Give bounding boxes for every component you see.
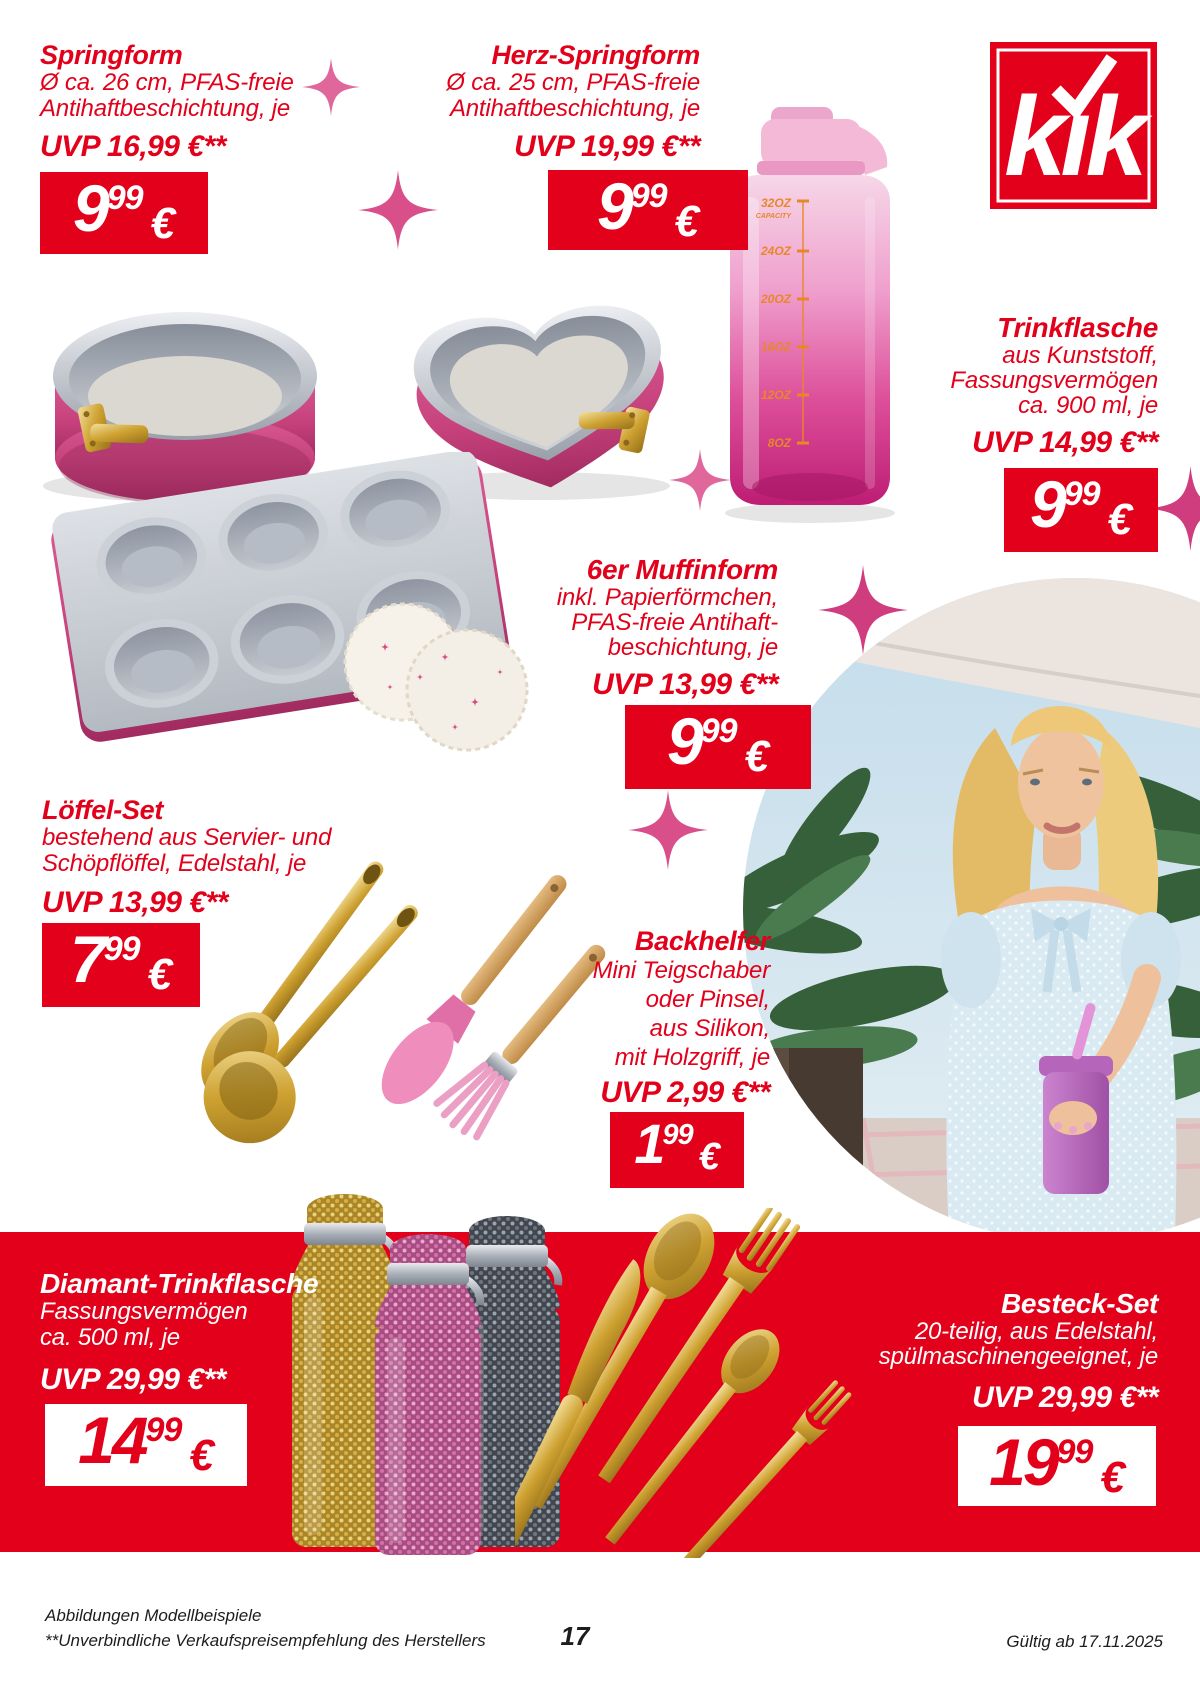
page-number: 17 bbox=[560, 1621, 590, 1651]
price-tag-springform: 9 99 € bbox=[40, 172, 208, 254]
pink-bottle bbox=[375, 1234, 481, 1555]
price-tag-diamant-trinkflasche: 14 99 € bbox=[45, 1404, 247, 1486]
product-uvp: UVP 29,99 €** bbox=[972, 1381, 1158, 1415]
sparkle-icon bbox=[628, 790, 708, 875]
footer-note-uvp: **Unverbindliche Verkaufspreisempfehlung des Herstellers bbox=[45, 1630, 486, 1650]
price-tag-besteck-set: 19 99 € bbox=[958, 1426, 1156, 1506]
euro-sign: € bbox=[674, 197, 700, 246]
euro-sign: € bbox=[189, 1431, 214, 1480]
svg-text:32OZ: 32OZ bbox=[760, 196, 791, 210]
product-title: Besteck-Set bbox=[1000, 1288, 1158, 1319]
product-uvp: UVP 16,99 €** bbox=[40, 130, 226, 164]
product-title: Springform bbox=[40, 40, 183, 70]
besteck-set-photo bbox=[515, 1208, 875, 1563]
price-tag-muffinform: 9 99 € bbox=[625, 705, 811, 789]
euro-sign: € bbox=[147, 950, 173, 999]
product-title: Löffel-Set bbox=[42, 795, 164, 825]
footer-notes bbox=[45, 1604, 486, 1653]
svg-text:kık: kık bbox=[1004, 74, 1142, 199]
product-title: Trinkflasche bbox=[997, 312, 1158, 343]
footer-note-models: Abbildungen Modellbeispiele bbox=[45, 1606, 262, 1625]
product-loeffel-set: Löffel-Set bestehend aus Servier- und Schöpflöffel, Edelstahl, je UVP 13,99 €** bbox=[42, 795, 372, 920]
price-tag-backhelfer: 1 99 € bbox=[610, 1112, 744, 1188]
euro-sign: € bbox=[744, 732, 770, 781]
product-uvp: UVP 14,99 €** bbox=[972, 426, 1158, 460]
product-title: 6er Muffinform bbox=[586, 554, 778, 585]
product-title: Herz-Springform bbox=[491, 40, 700, 70]
product-muffinform: 6er Muffinform inkl. Papierförmchen, PFAS-freie Antihaft- beschichtung, je UVP 13,99 €** bbox=[478, 554, 778, 702]
price-tag-herz-springform: 9 99 € bbox=[548, 170, 748, 250]
product-herz-springform: Herz-Springform Ø ca. 25 cm, PFAS-freie Antihaftbeschichtung, je UVP 19,99 €** bbox=[400, 40, 700, 164]
product-uvp: UVP 29,99 €** bbox=[40, 1363, 226, 1397]
product-backhelfer: Backhelfer Mini Teigschaber oder Pinsel, aus Silikon, mit Holzgriff, je UVP 2,99 €** bbox=[480, 926, 770, 1110]
product-uvp: UVP 2,99 €** bbox=[600, 1076, 770, 1110]
product-springform: Springform Ø ca. 26 cm, PFAS-freie Antihaftbeschichtung, je UVP 16,99 €** bbox=[40, 40, 340, 164]
euro-sign: € bbox=[698, 1136, 720, 1178]
muffinform-photo bbox=[35, 452, 535, 757]
product-title: Diamant-Trinkflasche bbox=[40, 1268, 319, 1299]
svg-text:16OZ: 16OZ bbox=[760, 340, 791, 354]
sparkle-icon bbox=[358, 170, 438, 255]
svg-text:24OZ: 24OZ bbox=[760, 244, 791, 258]
product-uvp: UVP 19,99 €** bbox=[514, 130, 700, 164]
price-tag-loeffel-set: 7 99 € bbox=[42, 923, 200, 1007]
product-trinkflasche: Trinkflasche aus Kunststoff, Fassungsvermögen ca. 900 ml, je UVP 14,99 €** bbox=[858, 312, 1158, 460]
euro-sign: € bbox=[1100, 1453, 1125, 1502]
svg-text:20OZ: 20OZ bbox=[760, 292, 791, 306]
euro-sign: € bbox=[1107, 495, 1133, 544]
svg-text:8OZ: 8OZ bbox=[767, 436, 791, 450]
model-photo bbox=[743, 578, 1200, 1239]
product-uvp: UVP 13,99 €** bbox=[42, 886, 228, 920]
kik-logo bbox=[990, 42, 1157, 214]
product-title: Backhelfer bbox=[634, 926, 770, 956]
product-diamant-trinkflasche: Diamant-Trinkflasche Fassungsvermögen ca. 500 ml, je UVP 29,99 €** bbox=[40, 1268, 380, 1397]
euro-sign: € bbox=[150, 199, 176, 248]
price-tag-trinkflasche: 9 99 € bbox=[1004, 468, 1158, 552]
product-uvp: UVP 13,99 €** bbox=[592, 668, 778, 702]
valid-from-date: Gültig ab 17.11.2025 bbox=[1006, 1632, 1163, 1651]
product-besteck-set: Besteck-Set 20-teilig, aus Edelstahl, spülmaschinengeeignet, je UVP 29,99 €** bbox=[828, 1288, 1158, 1415]
svg-text:CAPACITY: CAPACITY bbox=[755, 213, 791, 220]
svg-text:12OZ: 12OZ bbox=[760, 388, 791, 402]
